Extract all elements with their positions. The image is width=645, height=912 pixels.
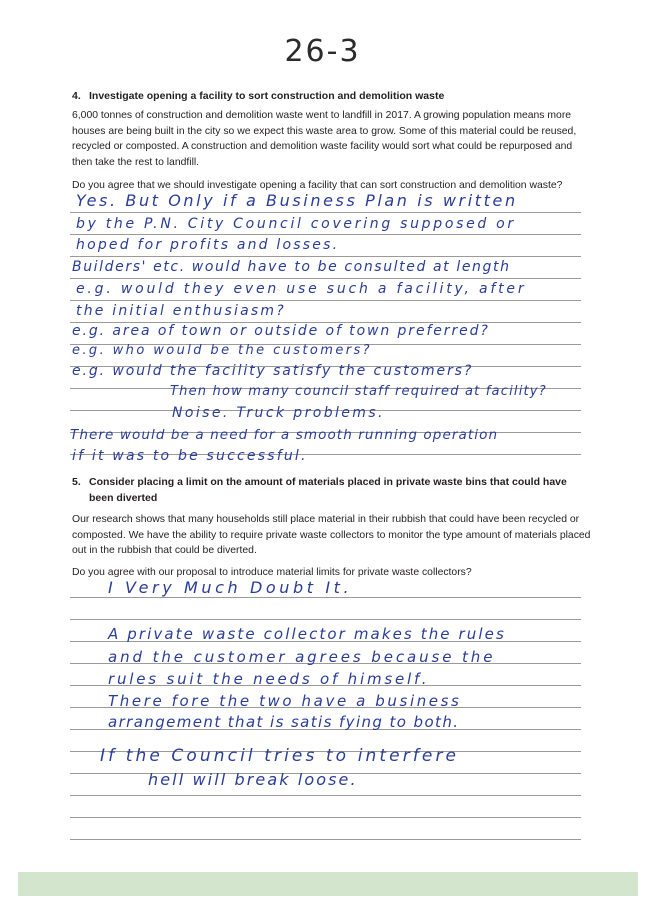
handwritten-line: hoped for profits and losses.: [76, 237, 340, 253]
answer-rule: [70, 597, 581, 598]
handwritten-line: A private waste collector makes the rules: [108, 625, 506, 643]
section-5-title-line-1: Consider placing a limit on the amount of materials placed in private waste bins that could have: [89, 476, 567, 488]
handwritten-line: If the Council tries to interfere: [100, 746, 460, 766]
section-5-title-line-2: been diverted: [89, 492, 158, 504]
answer-rule: [70, 212, 581, 213]
handwritten-line: e.g. who would be the customers?: [72, 343, 372, 358]
section-5-question: Do you agree with our proposal to introduce material limits for private waste collectors?: [72, 567, 472, 578]
handwritten-line: I Very Much Doubt It.: [108, 578, 353, 597]
footer-band: [18, 872, 638, 896]
handwritten-line: by the P.N. City Council covering supposed or: [76, 216, 516, 232]
handwritten-line: arrangement that is satis fying to both.: [108, 713, 460, 731]
answer-rule: [70, 300, 581, 301]
section-4-heading: [72, 88, 444, 104]
handwritten-line: e.g. would the facility satisfy the customers?: [72, 363, 474, 379]
section-5-number: 5.: [72, 476, 81, 488]
handwritten-line: There would be a need for a smooth running operation: [70, 427, 499, 443]
section-4-question: Do you agree that we should investigate opening a facility that can sort construction and demolition waste?: [72, 180, 563, 191]
handwritten-line: There fore the two have a business: [108, 692, 462, 710]
answer-rule: [70, 234, 581, 235]
handwritten-line: hell will break loose.: [148, 770, 358, 789]
answer-rule: [70, 839, 581, 840]
section-4-paragraph: 6,000 tonnes of construction and demolition waste went to landfill in 2017. A growing population means more houses are being built in the city so we expect this waste area to grow. Some of this material could be reused, recycled or composted. A construction and demolition waste facility would sort what could be repurposed and then take the rest to landfill.: [72, 110, 577, 168]
handwritten-line: Noise. Truck problems.: [172, 405, 385, 421]
section-4-number: 4.: [72, 90, 81, 102]
page-number: 26-3: [284, 34, 361, 69]
handwritten-line: Then how many council staff required at facility?: [170, 384, 547, 399]
handwritten-line: Builders' etc. would have to be consulted at length: [72, 259, 511, 275]
answer-rule: [70, 256, 581, 257]
section-5-heading: [72, 474, 567, 506]
answer-rule: [70, 817, 581, 818]
handwritten-line: if it was to be successful.: [72, 448, 308, 464]
handwritten-line: the initial enthusiasm?: [76, 303, 286, 319]
answer-rule: [70, 619, 581, 620]
section-4-title: Investigate opening a facility to sort construction and demolition waste: [89, 90, 445, 102]
answer-rule: [70, 795, 581, 796]
handwritten-line: e.g. area of town or outside of town preferred?: [72, 323, 490, 339]
handwritten-line: e.g. would they even use such a facility, after: [76, 281, 527, 297]
section-5-paragraph: Our research shows that many households still place material in their rubbish that could have been recycled or composted. We have the ability to require private waste collectors to monitor the type amount of materials placed out in the rubbish that could be diverted.: [72, 514, 591, 557]
handwritten-line: Yes. But Only if a Business Plan is written: [76, 191, 518, 210]
answer-rule: [70, 278, 581, 279]
handwritten-line: and the customer agrees because the: [108, 648, 496, 666]
handwritten-line: rules suit the needs of himself.: [108, 670, 430, 688]
